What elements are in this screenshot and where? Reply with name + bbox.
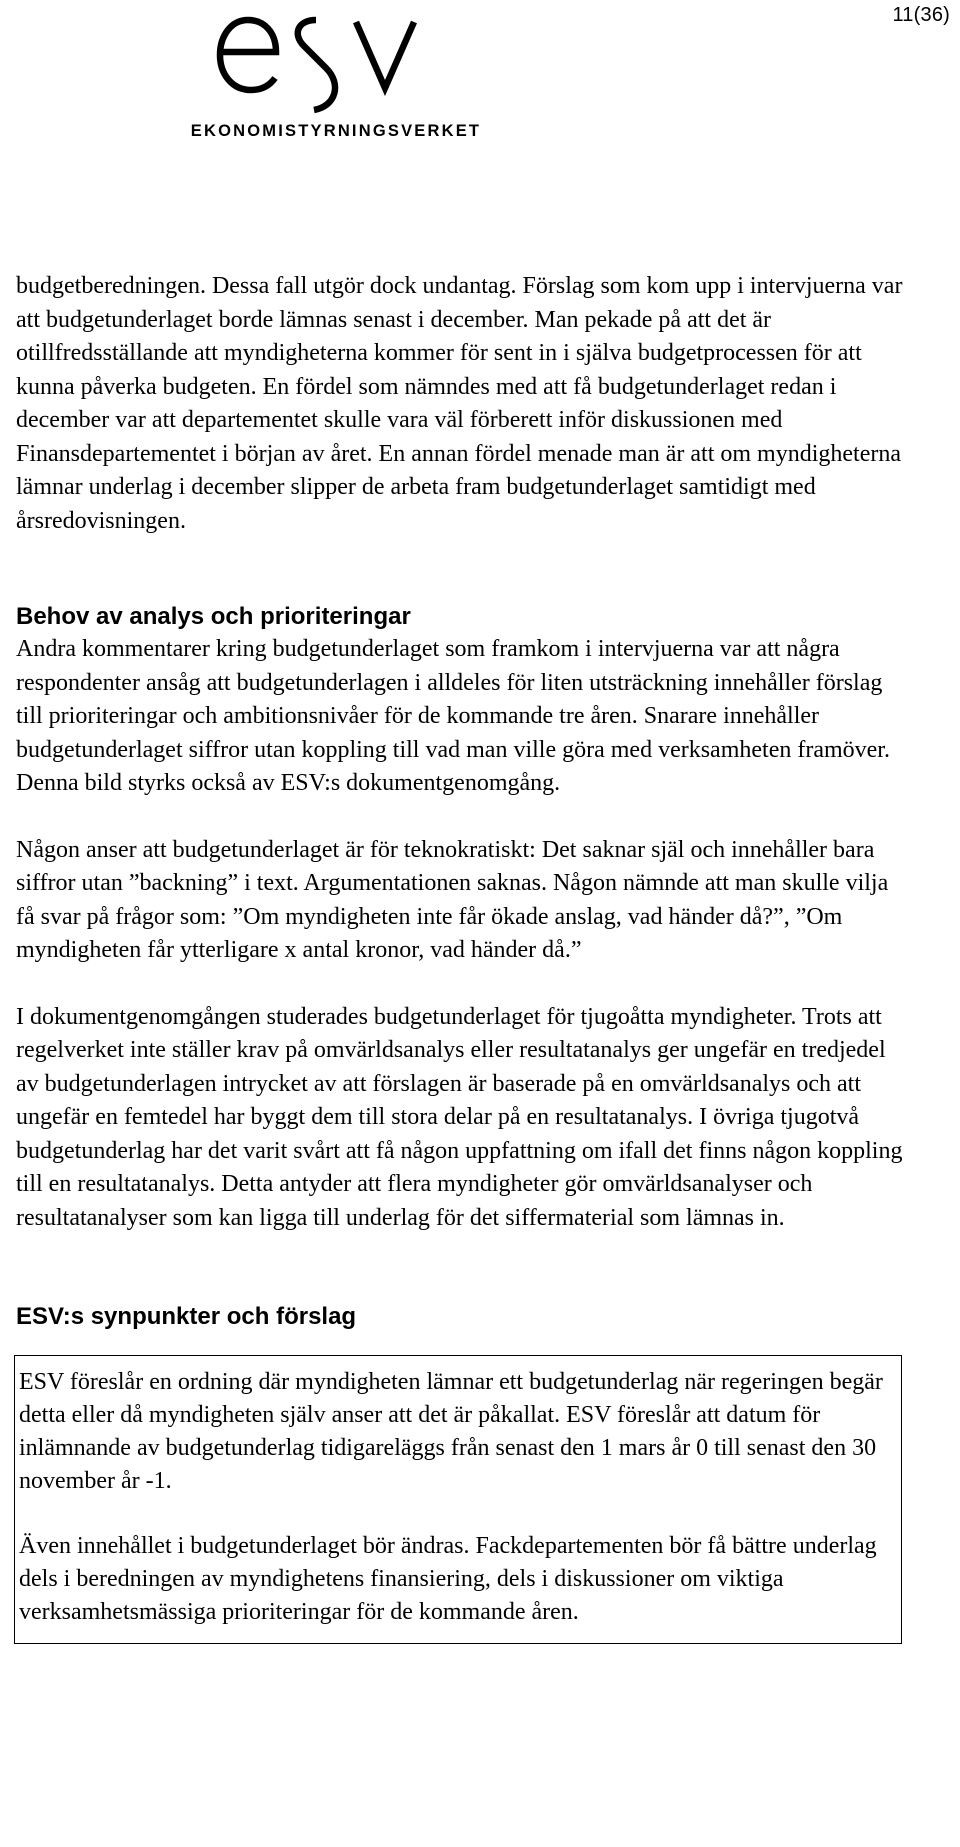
section-heading-esv: ESV:s synpunkter och förslag <box>16 1303 357 1330</box>
body-paragraph: budgetberedningen. Dessa fall utgör dock undantag. Förslag som kom upp i intervjuerna var att budgetunderlaget borde lämnas senast i december. Man pekade på att det är otillfredsställande att myndigheterna kommer för sent in i själva budgetprocessen för att kunna påverka budgeten. En fördel som nämndes med att få budgetunderlaget redan i december var att departementet skulle vara väl förberett inför diskussionen med Finansdepartementet i början av året. En annan fördel menade man är att om myndigheterna lämnar underlag i december slipper de arbeta fram budgetunderlaget samtidigt med årsredovisningen. <box>16 273 903 534</box>
body-paragraph: Någon anser att budgetunderlaget är för teknokratiskt: Det saknar själ och innehåller bara siffror utan ”backning” i text. Argumentationen saknas. Någon nämnde att man skulle vilja få svar på frågor som: ”Om myndigheten inte får ökade anslag, vad händer då?”, ”Om myndigheten får ytterligare x antal kronor, vad händer då.” <box>16 836 889 963</box>
section-heading-behov: Behov av analys och prioriteringar <box>16 603 411 630</box>
proposal-box <box>14 1355 902 1644</box>
logo-wordmark: EKONOMISTYRNINGSVERKET <box>190 122 482 140</box>
page-number: 11(36) <box>892 4 950 26</box>
esv-logo-mark <box>176 10 496 120</box>
box-paragraph: Även innehållet i budgetunderlaget bör ändras. Fackdepartementen bör få bättre underlag dels i beredningen av myndighetens finansiering, dels i diskussioner om viktiga verksamhetsmässiga prioriteringar för de kommande åren. <box>19 1533 877 1625</box>
body-paragraph: I dokumentgenomgången studerades budgetunderlaget för tjugoåtta myndigheter. Trots att regelverket inte ställer krav på omvärldsanalys eller resultatanalys ger ungefär en tredjedel av budgetunderlagen intrycket av att förslagen är baserade på en omvärldsanalys och att ungefär en femtedel har byggt dem till stora delar på en resultatanalys. I övriga tjugotvå budgetunderlag har det varit svårt att få någon uppfattning om ifall det finns någon koppling till en resultatanalys. Detta antyder att flera myndigheter gör omvärldsanalyser och resultatanalyser som kan ligga till underlag för det siffermaterial som lämnas in. <box>16 1003 903 1231</box>
body-paragraph: Andra kommentarer kring budgetunderlaget som framkom i intervjuerna var att några respondenter ansåg att budgetunderlagen i alldeles för liten utsträckning innehåller förslag till prioriteringar och ambitionsnivåer för de kommande tre åren. Snarare innehåller budgetunderlaget siffror utan koppling till vad man ville göra med verksamheten framöver. Denna bild styrks också av ESV:s dokumentgenomgång. <box>16 636 890 796</box>
esv-logo <box>176 10 496 140</box>
box-paragraph: ESV föreslår en ordning där myndigheten lämnar ett budgetunderlag när regeringen begär detta eller då myndigheten själv anser att det är påkallat. ESV föreslår att datum för inlämnande av budgetunderlag tidigareläggs från senast den 1 mars år 0 till senast den 30 november år -1. <box>19 1369 883 1494</box>
document-body <box>16 270 911 1644</box>
